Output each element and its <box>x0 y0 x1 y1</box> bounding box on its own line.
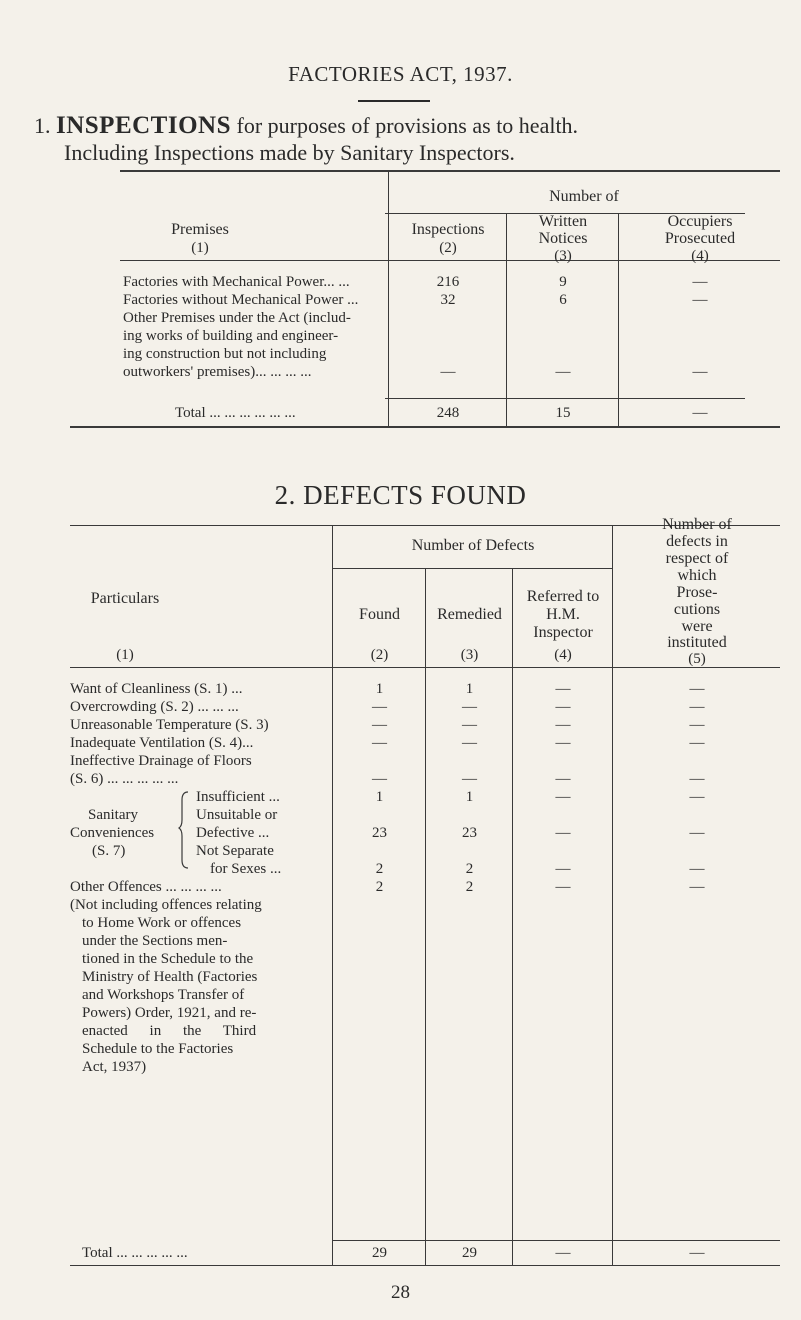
remedied-value: 1 <box>465 681 474 697</box>
table-rule <box>70 1265 780 1266</box>
referred-value: — <box>555 735 571 751</box>
inspections-header: Inspections <box>411 221 485 238</box>
total-remedied: 29 <box>462 1245 477 1261</box>
section2-heading: 2. DEFECTS FOUND <box>274 480 527 510</box>
referred-value: — <box>555 771 571 787</box>
inspections-column-number: (2) <box>439 240 457 256</box>
other-offences-note: Act, 1937) <box>82 1059 147 1075</box>
brace-icon <box>178 790 190 870</box>
column-divider <box>618 213 619 426</box>
prosecutions-value: — <box>689 699 705 715</box>
total-prosecutions: — <box>689 1245 705 1261</box>
total-notices: 15 <box>555 405 571 421</box>
table-rule <box>332 568 612 569</box>
referred-value: — <box>555 879 571 895</box>
other-offences-label: Other Offences ... ... ... ... <box>70 879 222 895</box>
total-prosecuted: — <box>692 405 708 421</box>
inspections-value: 216 <box>436 274 460 290</box>
referred-header-line1: Referred to <box>526 588 600 605</box>
found-value: 23 <box>372 825 387 841</box>
occupiers-column-number: (4) <box>691 248 709 264</box>
other-offences-note: Ministry of Health (Factories <box>82 969 258 985</box>
prosecutions-value: — <box>689 825 705 841</box>
inspections-value: 32 <box>440 292 456 308</box>
table-rule <box>120 170 780 172</box>
section1-heading-rest: for purposes of provisions as to health. <box>236 113 579 138</box>
notices-value: 6 <box>559 292 567 308</box>
sanitary-item-label: Unsuitable or <box>196 807 278 823</box>
written-notices-header-line1: Written <box>538 213 588 230</box>
section1-subheading: Including Inspections made by Sanitary Inspectors. <box>64 140 515 165</box>
section1-number: 1. <box>34 113 51 138</box>
premises-column-number: (1) <box>191 240 209 256</box>
defect-row-label: (S. 6) ... ... ... ... ... <box>70 771 179 787</box>
remedied-header: Remedied <box>437 606 502 623</box>
found-column-number: (2) <box>370 647 389 663</box>
particulars-header: Particulars <box>90 590 160 607</box>
prosecutions-header-line4: which <box>677 567 717 584</box>
referred-value: — <box>555 861 571 877</box>
referred-value: — <box>555 789 571 805</box>
prosecutions-header-line1: Number of <box>662 516 732 533</box>
section1-heading <box>34 112 578 140</box>
premises-row-label: ing works of building and engineer- <box>123 328 339 344</box>
prosecuted-value: — <box>692 274 708 290</box>
column-divider <box>612 525 613 1265</box>
found-value: — <box>372 699 387 715</box>
sanitary-group-label: (S. 7) <box>92 843 126 859</box>
prosecutions-header-line3: respect of <box>665 550 729 567</box>
premises-row-label: Other Premises under the Act (includ- <box>123 310 351 326</box>
remedied-value: — <box>462 699 477 715</box>
found-value: 2 <box>375 861 384 877</box>
referred-value: — <box>555 681 571 697</box>
defect-row-label: Want of Cleanliness (S. 1) ... <box>70 681 243 697</box>
other-offences-note: Schedule to the Factories <box>82 1041 234 1057</box>
defect-row-label: Inadequate Ventilation (S. 4)... <box>70 735 254 751</box>
column-divider <box>512 568 513 1265</box>
table-rule <box>332 1240 780 1241</box>
column-divider <box>425 568 426 1265</box>
total-referred: — <box>555 1245 571 1261</box>
sanitary-item-label: for Sexes ... <box>210 861 282 877</box>
premises-row-label: outworkers' premises)... ... ... ... <box>123 364 312 380</box>
found-value: 1 <box>375 789 384 805</box>
sanitary-group-label: Conveniences <box>70 825 155 841</box>
other-offences-note: enacted in the Third <box>82 1023 257 1039</box>
other-offences-note: (Not including offences relating <box>70 897 262 913</box>
sanitary-item-label: Defective ... <box>196 825 270 841</box>
remedied-value: — <box>462 735 477 751</box>
remedied-value: 1 <box>465 789 474 805</box>
prosecutions-value: — <box>689 681 705 697</box>
table-rule <box>385 398 745 399</box>
remedied-value: 23 <box>462 825 477 841</box>
prosecutions-header-line2: defects in <box>666 533 728 550</box>
section1-heading-main: INSPECTIONS <box>56 112 231 139</box>
written-notices-header-line2: Notices <box>538 230 588 247</box>
found-value: — <box>372 771 387 787</box>
remedied-value: — <box>462 717 477 733</box>
defect-row-label: Overcrowding (S. 2) ... ... ... <box>70 699 239 715</box>
prosecutions-header-line5: Prose- <box>676 584 718 601</box>
column-divider <box>506 213 507 426</box>
found-header: Found <box>359 606 400 623</box>
other-offences-note: and Workshops Transfer of <box>82 987 245 1003</box>
referred-column-number: (4) <box>554 647 572 663</box>
defect-row-label: Unreasonable Temperature (S. 3) <box>70 717 269 733</box>
prosecuted-value: — <box>692 292 708 308</box>
total-label: Total ... ... ... ... ... <box>82 1245 188 1261</box>
defect-row-label: Ineffective Drainage of Floors <box>70 753 252 769</box>
inspections-value: — <box>440 364 456 380</box>
occupiers-header-line1: Occupiers <box>667 213 733 230</box>
prosecutions-value: — <box>689 789 705 805</box>
total-inspections: 248 <box>436 405 460 421</box>
column-divider <box>388 172 389 426</box>
page-number: 28 <box>391 1282 410 1303</box>
found-value: — <box>372 717 387 733</box>
premises-row-label: Factories without Mechanical Power ... <box>123 292 359 308</box>
remedied-value: 2 <box>465 861 474 877</box>
other-offences-note: tioned in the Schedule to the <box>82 951 254 967</box>
remedied-value: — <box>462 771 477 787</box>
referred-value: — <box>555 825 571 841</box>
written-notices-column-number: (3) <box>554 248 572 264</box>
title-underline <box>358 100 430 102</box>
found-value: 2 <box>375 879 384 895</box>
prosecutions-value: — <box>689 717 705 733</box>
found-value: — <box>372 735 387 751</box>
prosecutions-header-line8: instituted <box>667 634 727 651</box>
premises-row-label: ing construction but not including <box>123 346 327 362</box>
prosecutions-value: — <box>689 735 705 751</box>
premises-header: Premises <box>171 221 229 238</box>
premises-row-label: Factories with Mechanical Power... ... <box>123 274 350 290</box>
referred-header-line2: H.M. <box>546 606 580 623</box>
prosecuted-value: — <box>692 364 708 380</box>
sanitary-item-label: Insufficient ... <box>196 789 280 805</box>
sanitary-item-label: Not Separate <box>196 843 274 859</box>
remedied-column-number: (3) <box>460 647 479 663</box>
prosecutions-value: — <box>689 879 705 895</box>
other-offences-note: Powers) Order, 1921, and re- <box>82 1005 257 1021</box>
prosecutions-value: — <box>689 861 705 877</box>
occupiers-header-line2: Prosecuted <box>664 230 736 247</box>
particulars-column-number: (1) <box>116 647 134 663</box>
column-divider <box>332 525 333 1265</box>
found-value: 1 <box>375 681 384 697</box>
document-title: FACTORIES ACT, 1937. <box>288 62 513 86</box>
notices-value: — <box>555 364 571 380</box>
referred-header-line3: Inspector <box>533 624 593 641</box>
referred-value: — <box>555 699 571 715</box>
prosecutions-value: — <box>689 771 705 787</box>
other-offences-note: under the Sections men- <box>82 933 228 949</box>
other-offences-note: to Home Work or offences <box>82 915 242 931</box>
prosecutions-header-line7: were <box>681 618 713 635</box>
referred-value: — <box>555 717 571 733</box>
total-found: 29 <box>372 1245 387 1261</box>
notices-value: 9 <box>559 274 567 290</box>
prosecutions-column-number: (5) <box>688 651 706 667</box>
number-of-header: Number of <box>549 188 619 205</box>
total-label: Total ... ... ... ... ... ... <box>175 405 296 421</box>
remedied-value: 2 <box>465 879 474 895</box>
prosecutions-header-line6: cutions <box>673 601 721 618</box>
sanitary-group-label: Sanitary <box>88 807 138 823</box>
number-of-defects-header: Number of Defects <box>411 537 535 554</box>
table-rule <box>70 426 780 428</box>
